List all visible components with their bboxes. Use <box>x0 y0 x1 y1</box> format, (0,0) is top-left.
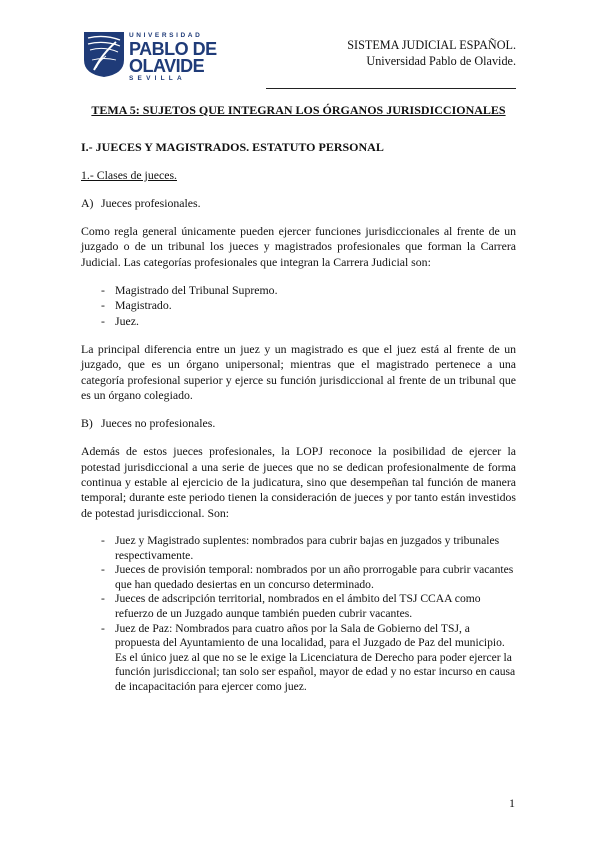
part-b-intro: Además de estos jueces profesionales, la LOPJ reconoce la posibilidad de ejercer la potestad jurisdiccional a una serie de jueces que no se dedican profesionalmente de forma continua y estable al ejercicio de la judicatura, sino que desempeñan tal función de manera temporal; durante este periodo tienen la consideración de jueces y por tanto están investidos de potestad jurisdiccional. Son: <box>81 444 516 520</box>
list-item: - Jueces de provisión temporal: nombrados por un año prorrogable para cubrir vacantes que han quedado desiertas en un concurso determinado. <box>101 563 516 592</box>
header-university: Universidad Pablo de Olavide. <box>366 54 516 68</box>
part-a-heading <box>81 196 516 211</box>
page-number: 1 <box>509 796 515 810</box>
part-a-label: Jueces profesionales. <box>101 195 201 210</box>
list-item: - Juez de Paz: Nombrados para cuatro años por la Sala de Gobierno del TSJ, a propuesta del Ayuntamiento de una localidad, para el Juzgado de Paz del municipio. Es el único juez al que no se le exige la Licenciatura de Derecho para poder ejercer la función jurisdiccional; tan solo ser español, mayor de edad y no estar incurso en causa de incapacitación para ejercer como juez. <box>101 622 516 695</box>
university-logo <box>82 30 217 82</box>
university-emblem-icon <box>82 30 126 78</box>
logo-city: SEVILLA <box>129 75 186 82</box>
part-a-letter: A) <box>81 195 94 210</box>
list-item: - Magistrado del Tribunal Supremo. <box>101 283 516 298</box>
section-title: I.- JUECES Y MAGISTRADOS. ESTATUTO PERSONAL <box>81 140 384 155</box>
logo-name-line1: PABLO DE <box>129 39 217 59</box>
logo-name-line2: OLAVIDE <box>129 56 205 76</box>
part-b-heading <box>81 416 516 431</box>
non-professional-judges-list <box>81 534 516 695</box>
list-item: - Jueces de adscripción territorial, nombrados en el ámbito del TSJ CCAA como refuerzo de un Juzgado aunque también pueden cubrir vacantes. <box>101 592 516 621</box>
part-a-difference: La principal diferencia entre un juez y un magistrado es que el juez está al frente de un juzgado, que es un órgano unipersonal; mientras que el magistrado pertenece a una categoría profesional superior y ejerce su función jurisdiccional al frente de un tribunal que es un órgano colegiado. <box>81 341 516 402</box>
part-b-label: Jueces no profesionales. <box>101 416 216 431</box>
document-body <box>81 103 516 694</box>
logo-university-word: UNIVERSIDAD <box>129 32 203 39</box>
part-b-letter: B) <box>81 416 93 431</box>
list-item: - Magistrado. <box>101 298 516 313</box>
list-item: - Juez y Magistrado suplentes: nombrados para cubrir bajas en juzgados y tribunales respectivamente. <box>101 534 516 563</box>
header-course-title: SISTEMA JUDICIAL ESPAÑOL. <box>347 38 516 52</box>
header-divider <box>266 88 516 89</box>
subsection-title: 1.- Clases de jueces. <box>81 167 177 182</box>
categories-list <box>81 283 516 329</box>
list-item: - Juez. <box>101 314 516 329</box>
page-title: TEMA 5: SUJETOS QUE INTEGRAN LOS ÓRGANOS JURISDICCIONALES <box>91 103 506 117</box>
part-a-intro: Como regla general únicamente pueden ejercer funciones jurisdiccionales al frente de un juzgado o de un tribunal los jueces y magistrados profesionales que forman la Carrera Judicial. Las categorías profesionales que integran la Carrera Judicial son: <box>81 224 516 269</box>
